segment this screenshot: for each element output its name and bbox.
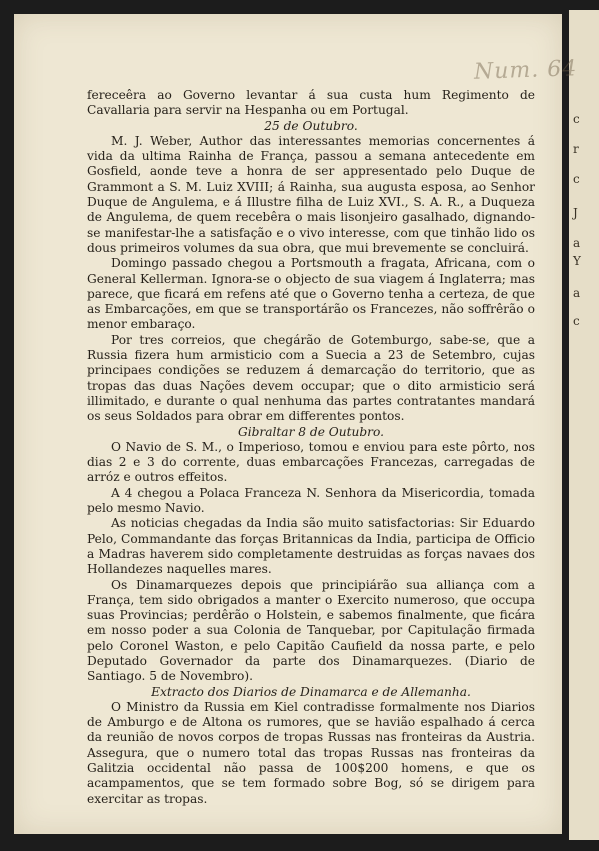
paragraph-polaca: A 4 chegou a Polaca Franceza N. Senhora da Misericordia, tomada pelo mesmo Navio.: [87, 485, 535, 516]
dateline: 25 de Outubro.: [264, 118, 358, 133]
margin-glyph: c: [573, 314, 580, 328]
paragraph-gotemburgo: Por tres correios, que chegárão de Gotemburgo, sabe-se, que a Russia fizera hum armisticio com a Suecia a 23 de Setembro, cujas principaes condições se reduzem á demarcação do territorio, que as tropas das duas Nações devem occupar; que o dito armisticio será illimitado, e durante o qual nenhuma das partes contratantes mandará os seus Soldados para obrar em differentes pontos.: [87, 332, 535, 424]
adjacent-page-edge: [569, 10, 599, 840]
margin-glyph: a: [573, 236, 581, 250]
page-number-stamp: Num. 64: [473, 56, 578, 85]
paragraph-russia-kiel: O Ministro da Russia em Kiel contradisse formalmente nos Diarios de Amburgo e de Altona os rumores, que se havião espalhado á cerca da reunião de novos corpos de tropas Russas nas fronteiras da Austria. Assegura, que o numero total das tropas Russas nas fronteiras da Galitzia occidental não passa de 100$200 homens, e que os acampamentos, que se tem formado sobre Bog, só se dirigem para exercitar as tropas.: [87, 699, 535, 806]
paragraph-imperioso: O Navio de S. M., o Imperioso, tomou e enviou para este pôrto, nos dias 2 e 3 do corrente, duas embarcações Francezas, carregadas de arróz e outros effeitos.: [87, 439, 535, 485]
paragraph-continuation: fereceêra ao Governo levantar á sua custa hum Regimento de Cavallaria para servir na Hespanha ou em Portugal.: [87, 88, 535, 118]
dateline: Gibraltar 8 de Outubro.: [237, 424, 385, 439]
dateline: Extracto dos Diarios de Dinamarca e de Allemanha.: [151, 684, 471, 699]
article-text: [87, 88, 535, 807]
paragraph-dinamarquezes: Os Dinamarquezes depois que principiárão sua alliança com a França, tem sido obrigados a manter o Exercito numeroso, que occupa suas Provincias; perdêrão o Holstein, e sabemos finalmente, que ficára em nosso poder a sua Colonia de Tanquebar, por Capitulação firmada pelo Coronel Waston, e pelo Capitão Caufield da nossa parte, e pelo Deputado Governador da parte dos Dinamarquezes. (Diario de Santiago. 5 de Novembro).: [87, 577, 535, 684]
paragraph-weber: M. J. Weber, Author das interessantes memorias concernentes á vida da ultima Rainha de França, passou a semana antecedente em Gosfield, aonde teve a honra de ser appresentado pelo Duque de Grammont a S. M. Luiz XVIII; á Rainha, sua augusta esposa, ao Senhor Duque de Angulema, e á Illustre filha de Luiz XVI., S. A. R., a Duqueza de Angulema, de quem recebêra o mais lisonjeiro gasalhado, dignando-se manifestar-lhe a satisfação e o vivo interesse, com que tinhão lido os dous primeiros volumes da sua obra, que mui brevemente se concluirá.: [87, 133, 535, 255]
margin-glyph: r: [573, 142, 579, 156]
margin-glyph: J: [573, 206, 578, 220]
paragraph-india: As noticias chegadas da India são muito satisfactorias: Sir Eduardo Pelo, Commandante das forças Britannicas da India, participa de Officio a Madras haverem sido completamente destruidas as forças navaes dos Hollandezes naquelles mares.: [87, 516, 535, 577]
margin-glyph: c: [573, 112, 580, 126]
paragraph-portsmouth: Domingo passado chegou a Portsmouth a fragata, Africana, com o General Kellerman. Ignora-se o objecto de sua viagem á Inglaterra; mas parece, que ficará em refens até que o Governo tenha a certeza, de que as Embarcações, em que se transportárão os Francezes, não soffrêrão o menor embaraço.: [87, 256, 535, 332]
margin-glyph: Y: [573, 254, 581, 268]
margin-glyph: c: [573, 172, 580, 186]
margin-glyph: a: [573, 286, 581, 300]
